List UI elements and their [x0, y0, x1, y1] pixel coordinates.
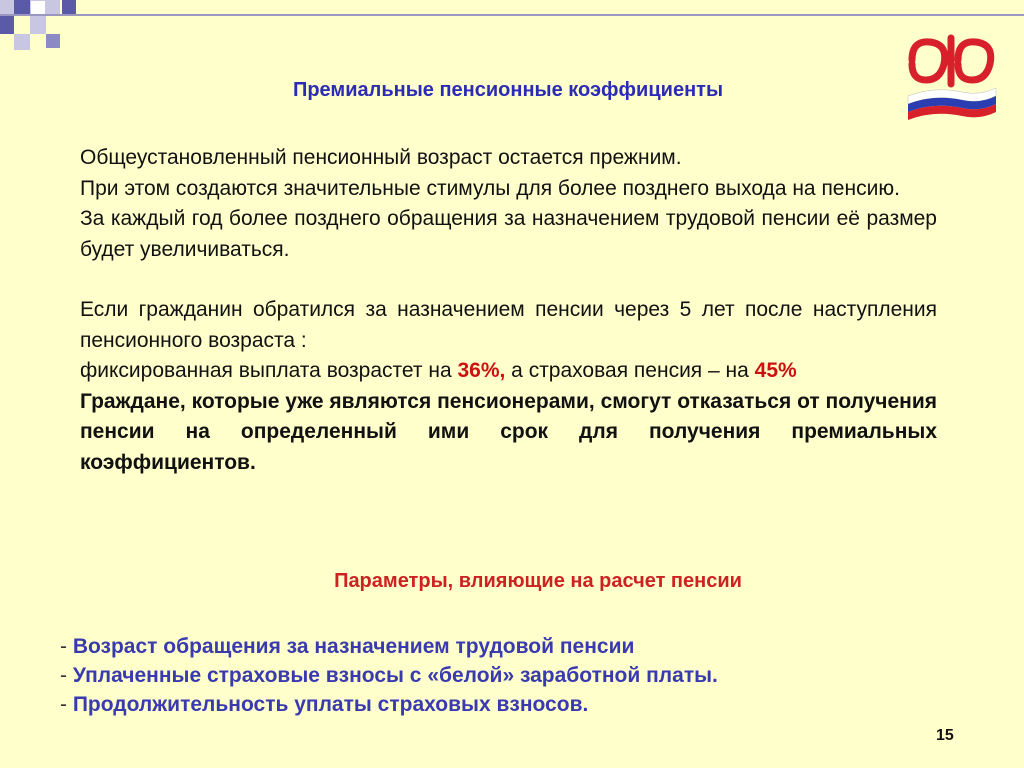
list-item: - Уплаченные страховые взносы с «белой» заработной платы. [60, 661, 960, 690]
bold-paragraph: Граждане, которые уже являются пенсионерами, смогут отказаться от получения пенсии на определенный ими срок для получения премиальных коэффициентов. [80, 389, 937, 474]
main-content [80, 143, 937, 478]
fixed-payment-line [80, 356, 937, 387]
list-item: - Возраст обращения за назначением трудовой пенсии [60, 632, 960, 661]
decor-square [0, 16, 14, 34]
decor-square [0, 0, 14, 14]
slide-title: Премиальные пенсионные коэффициенты [292, 79, 724, 101]
highlight-fixed-percent: 36%, [457, 359, 506, 382]
subheading: Параметры, влияющие на расчет пенсии [334, 570, 742, 592]
body-line: фиксированная выплата возрастет на [80, 359, 458, 382]
highlight-insurance-percent: 45% [754, 359, 797, 382]
body-line: а страховая пенсия – на [505, 359, 755, 382]
pension-fund-logo [904, 30, 998, 122]
parameter-list [60, 632, 960, 719]
header-divider [0, 14, 1024, 16]
decor-square [14, 34, 30, 50]
body-line: Общеустановленный пенсионный возраст остается прежним. [80, 146, 682, 169]
body-line: Если гражданин обратился за назначением пенсии через 5 лет после наступления пенсионного возраста : [80, 298, 937, 352]
page-number: 15 [936, 727, 954, 744]
decor-square [62, 0, 76, 14]
decor-square [30, 16, 46, 34]
body-line: За каждый год более позднего обращения за назначением трудовой пенсии её размер будет увеличиваться. [80, 207, 937, 261]
list-item: - Продолжительность уплаты страховых взносов. [60, 690, 960, 719]
decor-square [46, 34, 60, 48]
body-line: При этом создаются значительные стимулы для более позднего выхода на пенсию. [80, 176, 900, 200]
decor-square [46, 0, 60, 14]
